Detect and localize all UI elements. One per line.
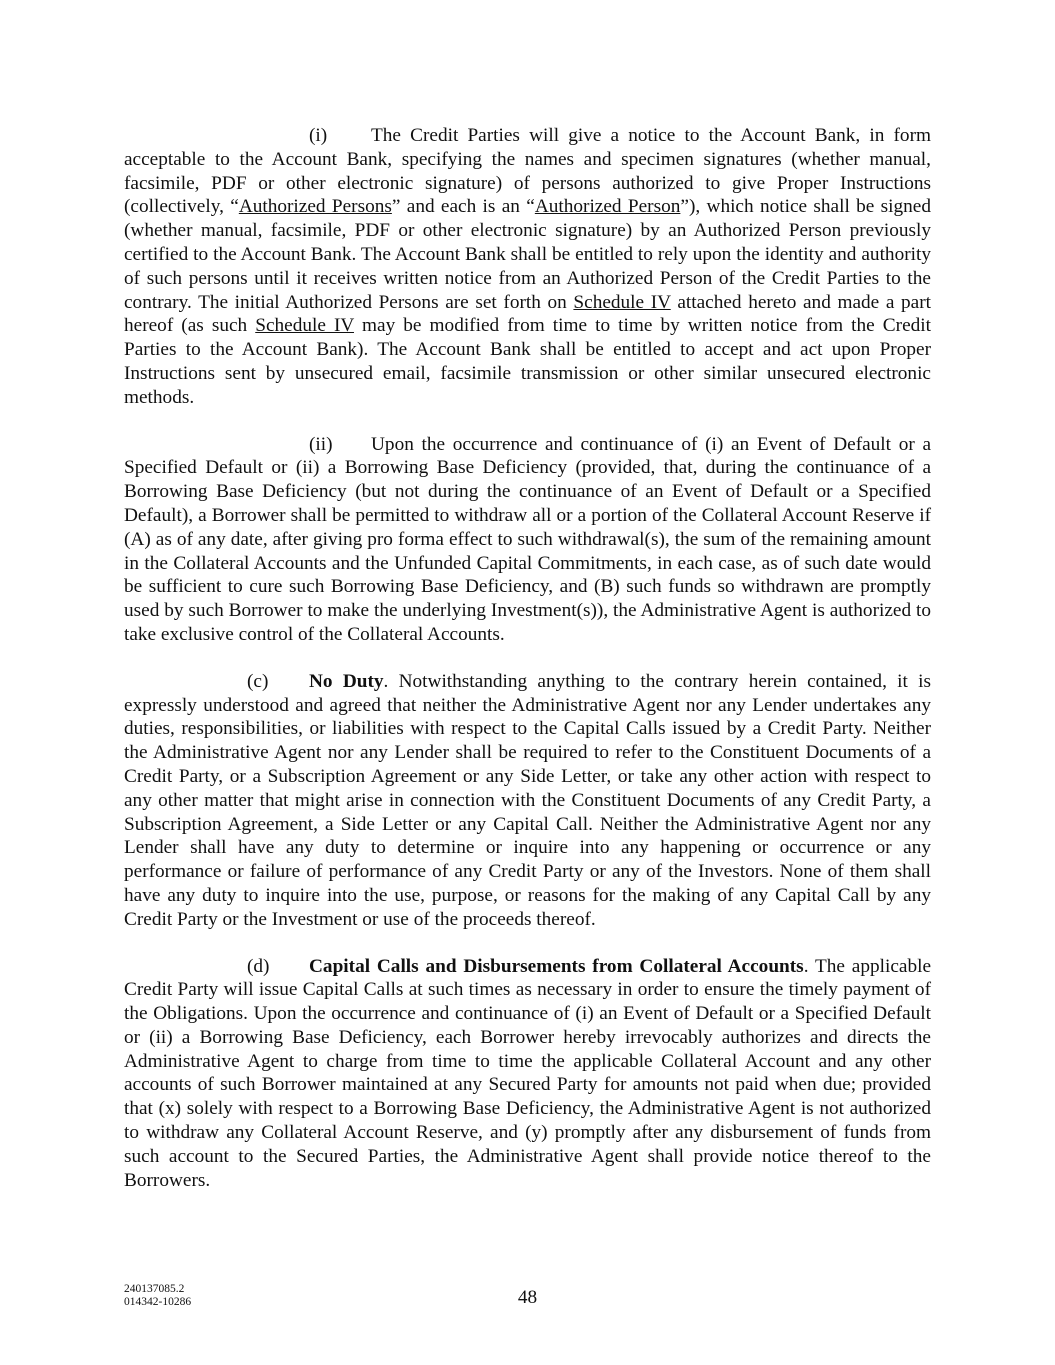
paragraph-number: (ii) xyxy=(309,433,333,455)
paragraph-number: (c) xyxy=(247,670,269,692)
defined-term: Authorized Person xyxy=(534,196,681,218)
document-page xyxy=(124,124,931,1215)
defined-term: Authorized Persons xyxy=(238,196,392,218)
paragraph-number: (i) xyxy=(309,125,328,146)
schedule-reference: Schedule IV xyxy=(255,315,354,337)
paragraph-i: (i) The Credit Parties will give a notice to the Account Bank, in form acceptable to the Account Bank, specifying the names and specimen signatures (whether manual, facsimile, PDF or other electronic signature) of persons authorized to give Proper Instructions (collectively, “Authorized Persons” and each is an “Authorized Person”), which notice shall be signed (whether manual, facsimile, PDF or other electronic signature) by an Authorized Person previously certified to the Account Bank. The Account Bank shall be entitled to rely upon the identity and authority of such persons until it receives written notice from an Authorized Person of the Credit Parties to the contrary. The initial Authorized Persons are set forth on Schedule IV attached hereto and made a part hereof (as such Schedule IV may be modified from time to time by written notice from the Credit Parties to the Account Bank). The Account Bank shall be entitled to accept and act upon Proper Instructions sent by unsecured email, facsimile transmission or other similar unsecured electronic methods. xyxy=(124,125,931,408)
paragraph-ii: (ii) Upon the occurrence and continuance of (i) an Event of Default or a Specified Default or (ii) a Borrowing Base Deficiency (provided, that, during the continuance of a Borrowing Base Deficiency (but not during the continuance of an Event of Default or a Specified Default), a Borrower shall be permitted to withdraw all or a portion of the Collateral Account Reserve if (A) as of any date, after giving pro forma effect to such withdrawal(s), the sum of the remaining amount in the Collateral Accounts and the Unfunded Capital Commitments, in each case, as of such date would be sufficient to cure such Borrowing Base Deficiency, and (B) such funds so withdrawn are promptly used by such Borrower to make the underlying Investment(s)), the Administrative Agent is authorized to take exclusive control of the Collateral Accounts. xyxy=(124,433,931,645)
section-heading: Capital Calls and Disbursements from Collateral Accounts xyxy=(309,955,804,977)
section-heading: No Duty xyxy=(309,670,384,692)
paragraph-d: (d) Capital Calls and Disbursements from Collateral Accounts. The applicable Credit Party will issue Capital Calls at such times as necessary in order to ensure the timely payment of the Obligations. Upon the occurrence and continuance of (i) an Event of Default or a Specified Default or (ii) a Borrowing Base Deficiency, each Borrower hereby irrevocably authorizes and directs the Administrative Agent to charge from time to time the applicable Collateral Account and any other accounts of such Borrower maintained at any Secured Party for amounts not paid when due; provided that (x) solely with respect to a Borrowing Base Deficiency, the Administrative Agent is not authorized to withdraw any Collateral Account Reserve, and (y) promptly after any disbursement of funds from such account to the Secured Parties, the Administrative Agent shall provide notice thereof to the Borrowers. xyxy=(124,955,931,1191)
schedule-reference: Schedule IV xyxy=(573,291,671,313)
paragraph-number: (d) xyxy=(247,955,270,977)
paragraph-c: (c) No Duty. Notwithstanding anything to the contrary herein contained, it is expressly understood and agreed that neither the Administrative Agent nor any Lender undertakes any duties, responsibilities, or liabilities with respect to the Capital Calls issued by a Credit Party. Neither the Administrative Agent nor any Lender shall be required to refer to the Constituent Documents of a Credit Party, or a Subscription Agreement or any Side Letter, or take any other action with respect to any other matter that might arise in connection with the Constituent Documents of any Credit Party, a Subscription Agreement, a Side Letter or any Capital Call. Neither the Administrative Agent nor any Lender shall have any duty to determine or inquire into any happening or occurrence or any performance or failure of performance of any Credit Party or any of the Investors. None of them shall have any duty to inquire into the use, purpose, or reasons for the making of any Capital Call by any Credit Party or the Investment or use of the proceeds thereof. xyxy=(124,670,931,930)
document-id: 240137085.2 014342-10286 xyxy=(124,1283,192,1308)
page-number: 48 xyxy=(517,1287,538,1308)
